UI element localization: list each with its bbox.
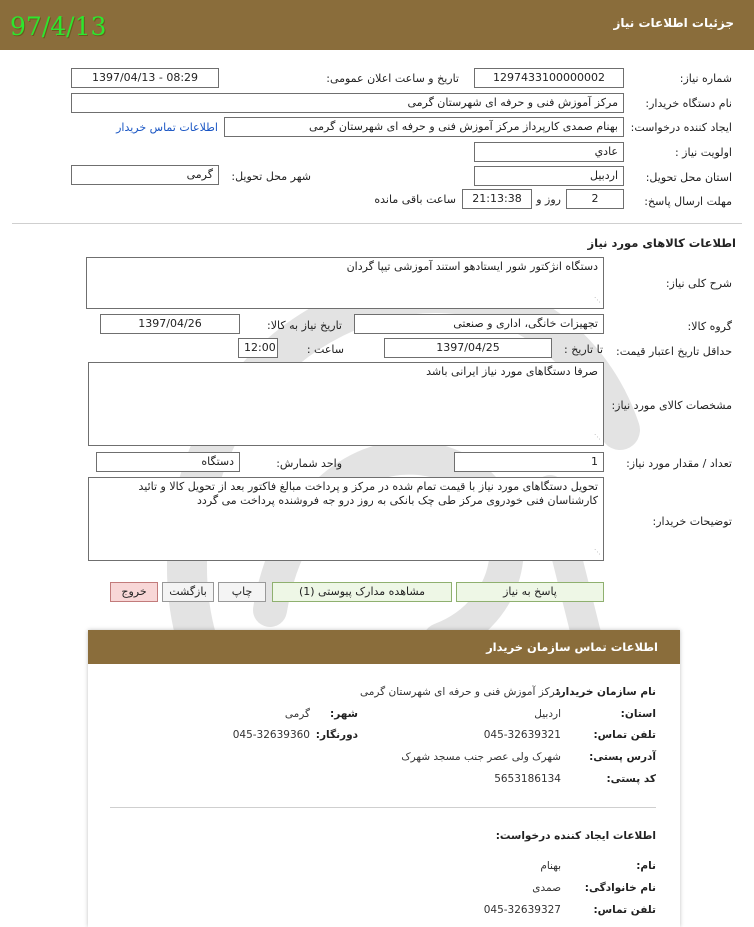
deadline-label: مهلت ارسال پاسخ: bbox=[644, 195, 732, 208]
reply-button[interactable]: پاسخ به نیاز bbox=[456, 582, 604, 602]
creator-phone-value: 045-32639327 bbox=[483, 904, 561, 916]
requester-label: ایجاد کننده درخواست: bbox=[630, 121, 732, 134]
price-validity-label: حداقل تاریخ اعتبار قیمت: bbox=[616, 345, 732, 358]
resize-grip-icon: ⋰ bbox=[594, 433, 601, 441]
goods-group-label: گروه کالا: bbox=[687, 320, 732, 333]
contact-postal-label: کد پستی: bbox=[606, 773, 656, 785]
resize-grip-icon: ⋰ bbox=[594, 296, 601, 304]
contact-org-label: نام سازمان خریدار: bbox=[555, 686, 656, 698]
creator-first-name-value: بهنام bbox=[540, 860, 561, 872]
back-button[interactable]: بازگشت bbox=[162, 582, 214, 602]
validity-time-field: 12:00 bbox=[238, 338, 278, 358]
contact-province-label: استان: bbox=[620, 708, 656, 720]
requester-field: بهنام صمدی کارپرداز مرکز آموزش فنی و حرفه ای شهرستان گرمی bbox=[224, 117, 624, 137]
goods-group-field: تجهیزات خانگی، اداری و صنعتی bbox=[354, 314, 604, 334]
creator-phone-label: تلفن تماس: bbox=[593, 904, 656, 916]
contact-province-value: اردبیل bbox=[534, 708, 561, 720]
contact-postal-value: 5653186134 bbox=[494, 773, 561, 785]
need-number-field: 1297433100000002 bbox=[474, 68, 624, 88]
buyer-contact-link[interactable]: اطلاعات تماس خریدار bbox=[116, 121, 218, 134]
validity-date-field: 1397/04/25 bbox=[384, 338, 552, 358]
creator-last-name-value: صمدی bbox=[532, 882, 561, 894]
buyer-notes-field bbox=[88, 477, 604, 561]
contact-city-value: گرمی bbox=[284, 708, 310, 720]
priority-field: عادي bbox=[474, 142, 624, 162]
page-title: جزئیات اطلاعات نیاز bbox=[613, 16, 734, 30]
description-label: شرح کلی نیاز: bbox=[665, 277, 732, 290]
contact-city-label: شهر: bbox=[330, 708, 358, 720]
priority-label: اولویت نیاز : bbox=[674, 146, 732, 159]
deadline-time-field: 21:13:38 bbox=[462, 189, 532, 209]
contact-address-label: آدرس پستی: bbox=[589, 751, 656, 763]
contact-phone-value: 045-32639321 bbox=[483, 729, 561, 741]
announce-field: 1397/04/13 - 08:29 bbox=[71, 68, 219, 88]
buyer-contact-panel bbox=[88, 630, 680, 927]
need-date-label: تاریخ نیاز به کالا: bbox=[267, 319, 342, 332]
creator-section-title: اطلاعات ایجاد کننده درخواست: bbox=[495, 830, 656, 842]
announce-label: تاریخ و ساعت اعلان عمومی: bbox=[326, 72, 459, 85]
days-and-label: روز و bbox=[536, 193, 561, 206]
exit-button[interactable]: خروج bbox=[110, 582, 158, 602]
city-field: گرمی bbox=[71, 165, 219, 185]
section-divider bbox=[12, 223, 742, 224]
contact-org-value: مرکز آموزش فنی و حرفه ای شهرستان گرمی bbox=[360, 686, 561, 698]
goods-section-title: اطلاعات کالاهای مورد نیاز bbox=[587, 236, 736, 250]
contact-fax-value: 045-32639360 bbox=[232, 729, 310, 741]
attachments-button[interactable]: مشاهده مدارک پیوستی (1) bbox=[272, 582, 452, 602]
deadline-days-field: 2 bbox=[566, 189, 624, 209]
creator-last-name-label: نام خانوادگی: bbox=[584, 882, 656, 894]
contact-fax-label: دورنگار: bbox=[315, 729, 358, 741]
description-text: دستگاه انژکتور شور ایستادهو استند آموزشی تیپا گردان bbox=[346, 260, 598, 273]
creator-first-name-label: نام: bbox=[636, 860, 656, 872]
contact-panel-title: اطلاعات تماس سازمان خریدار bbox=[486, 640, 658, 654]
quantity-field: 1 bbox=[454, 452, 604, 472]
unit-label: واحد شمارش: bbox=[276, 457, 342, 470]
until-date-label: تا تاریخ : bbox=[564, 343, 603, 356]
specs-label: مشخصات کالای مورد نیاز: bbox=[611, 399, 732, 412]
resize-grip-icon: ⋰ bbox=[594, 548, 601, 556]
date-stamp: 97/4/13 bbox=[10, 12, 107, 41]
city-label: شهر محل تحویل: bbox=[231, 170, 311, 183]
buyer-notes-text: تحویل دستگاهای مورد نیاز با قیمت تمام شده در مرکز و پرداخت مبالغ فاکتور بعد از تحویل کالا و تائید کارشناسان فنی خودروی مرکز طی چک بانکی به روز درو جه فروشنده پرداخت می گردد bbox=[138, 480, 598, 507]
province-field: اردبیل bbox=[474, 166, 624, 186]
print-button[interactable]: چاپ bbox=[218, 582, 266, 602]
description-field bbox=[86, 257, 604, 309]
specs-text: صرفا دستگاهای مورد نیاز ایرانی باشد bbox=[426, 365, 598, 378]
specs-field bbox=[88, 362, 604, 446]
province-label: استان محل تحویل: bbox=[645, 171, 732, 184]
contact-phone-label: تلفن تماس: bbox=[593, 729, 656, 741]
need-number-label: شماره نیاز: bbox=[679, 72, 732, 85]
buyer-org-field: مرکز آموزش فنی و حرفه ای شهرستان گرمی bbox=[71, 93, 624, 113]
quantity-label: تعداد / مقدار مورد نیاز: bbox=[626, 457, 732, 470]
need-date-field: 1397/04/26 bbox=[100, 314, 240, 334]
validity-hour-label: ساعت : bbox=[306, 343, 344, 356]
contact-address-value: شهرک ولی عصر جنب مسجد شهرک bbox=[401, 751, 561, 763]
contact-divider bbox=[110, 807, 656, 808]
unit-field: دستگاه bbox=[96, 452, 240, 472]
remaining-label: ساعت باقی مانده bbox=[374, 193, 456, 206]
buyer-notes-label: توضیحات خریدار: bbox=[652, 515, 732, 528]
buyer-org-label: نام دستگاه خریدار: bbox=[645, 97, 732, 110]
